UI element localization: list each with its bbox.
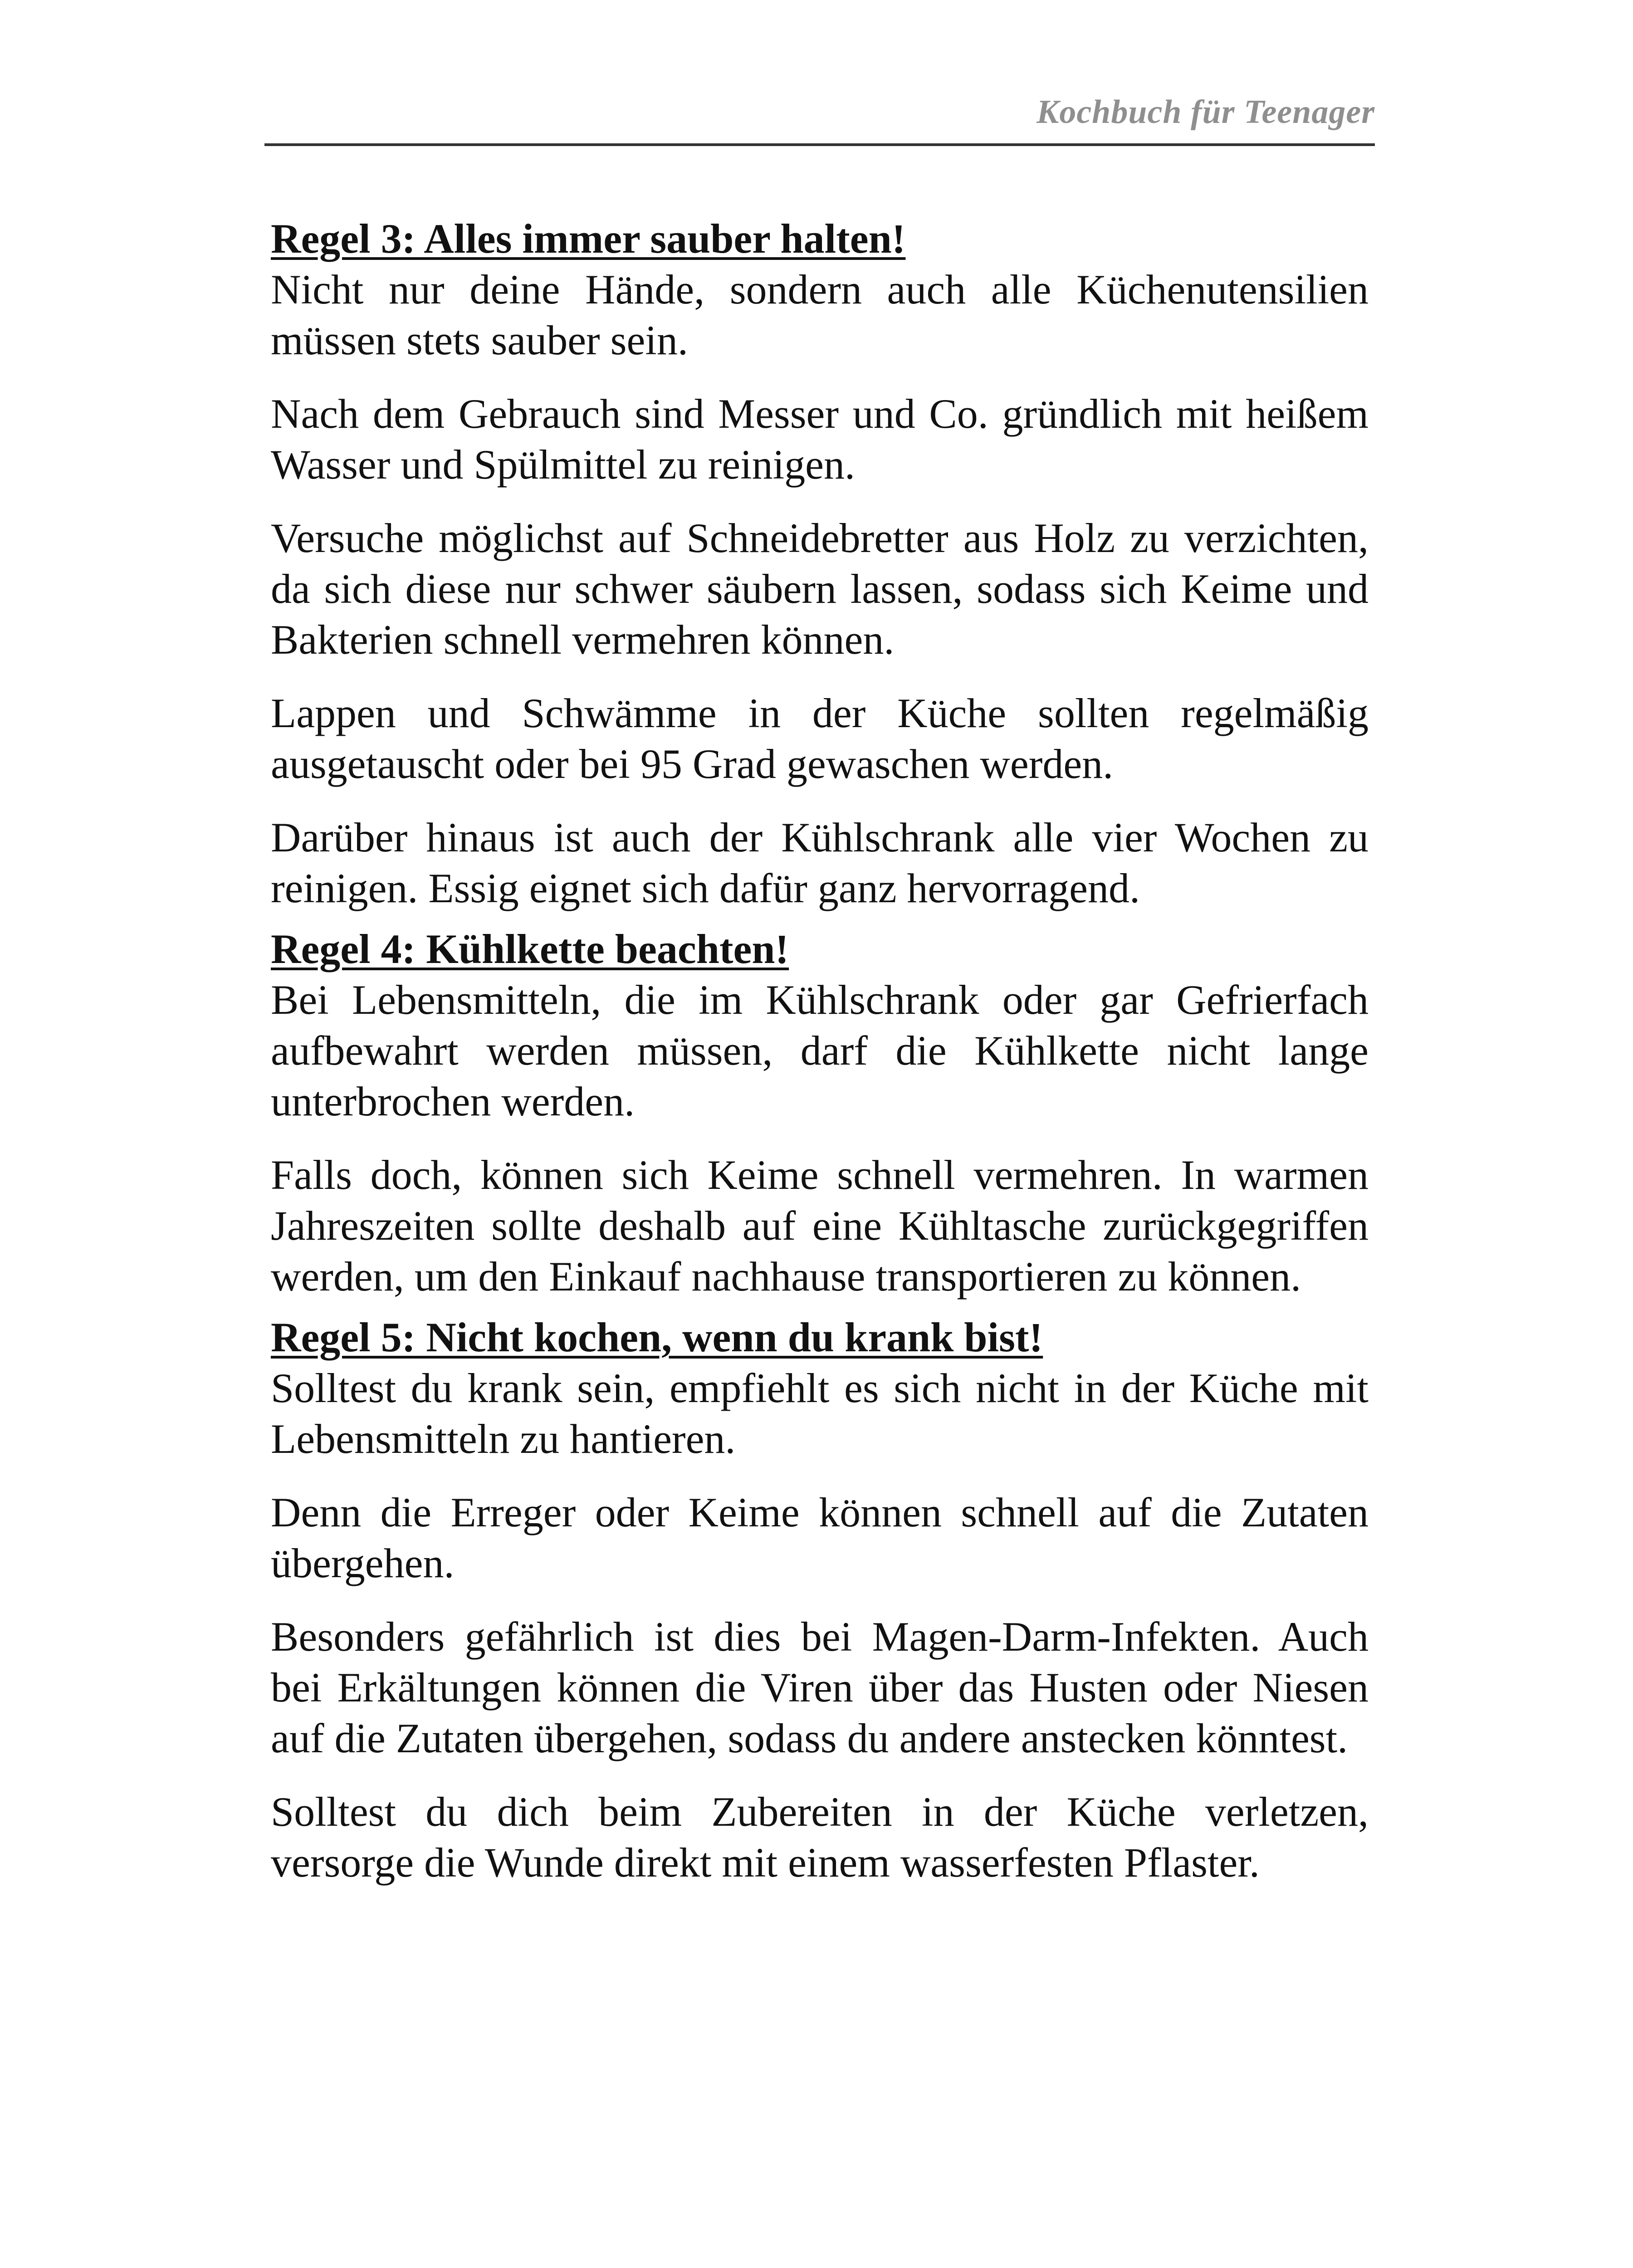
paragraph: Denn die Erreger oder Keime können schnell auf die Zutaten übergehen. xyxy=(271,1489,1369,1586)
paragraph: Nach dem Gebrauch sind Messer und Co. gründlich mit heißem Wasser und Spülmittel zu reinigen. xyxy=(271,391,1369,488)
section-regel-3 xyxy=(271,213,1369,914)
paragraph: Nicht nur deine Hände, sondern auch alle Küchenutensilien müssen stets sauber sein. xyxy=(271,266,1369,363)
section-regel-5 xyxy=(271,1312,1369,1888)
running-header-title: Kochbuch für Teenager xyxy=(1036,93,1375,131)
paragraph: Darüber hinaus ist auch der Kühlschrank alle vier Wochen zu reinigen. Essig eignet sich dafür ganz hervorragend. xyxy=(271,814,1369,911)
section-heading: Regel 3: Alles immer sauber halten! xyxy=(271,215,906,262)
section-heading: Regel 4: Kühlkette beachten! xyxy=(271,926,789,972)
paragraph: Falls doch, können sich Keime schnell vermehren. In warmen Jahreszeiten sollte deshalb auf eine Kühltasche zurückgegriffen werden, um den Einkauf nachhause transportieren zu können. xyxy=(271,1152,1369,1300)
page-body xyxy=(271,213,1369,1911)
paragraph: Besonders gefährlich ist dies bei Magen-Darm-Infekten. Auch bei Erkältungen können die Viren über das Husten oder Niesen auf die Zutaten übergehen, sodass du andere anstecken könntest. xyxy=(271,1613,1369,1761)
section-regel-4 xyxy=(271,924,1369,1302)
section-heading: Regel 5: Nicht kochen, wenn du krank bist! xyxy=(271,1314,1043,1360)
paragraph: Solltest du dich beim Zubereiten in der Küche verletzen, versorge die Wunde direkt mit einem wasserfesten Pflaster. xyxy=(271,1789,1369,1886)
paragraph: Versuche möglichst auf Schneidebretter aus Holz zu verzichten, da sich diese nur schwer säubern lassen, sodass sich Keime und Bakterien schnell vermehren können. xyxy=(271,515,1369,663)
paragraph: Bei Lebensmitteln, die im Kühlschrank oder gar Gefrierfach aufbewahrt werden müssen, darf die Kühlkette nicht lange unterbrochen werden. xyxy=(271,977,1369,1124)
header-rule xyxy=(264,143,1375,146)
paragraph: Lappen und Schwämme in der Küche sollten regelmäßig ausgetauscht oder bei 95 Grad gewaschen werden. xyxy=(271,690,1369,787)
paragraph: Solltest du krank sein, empfiehlt es sich nicht in der Küche mit Lebensmitteln zu hantieren. xyxy=(271,1365,1369,1462)
